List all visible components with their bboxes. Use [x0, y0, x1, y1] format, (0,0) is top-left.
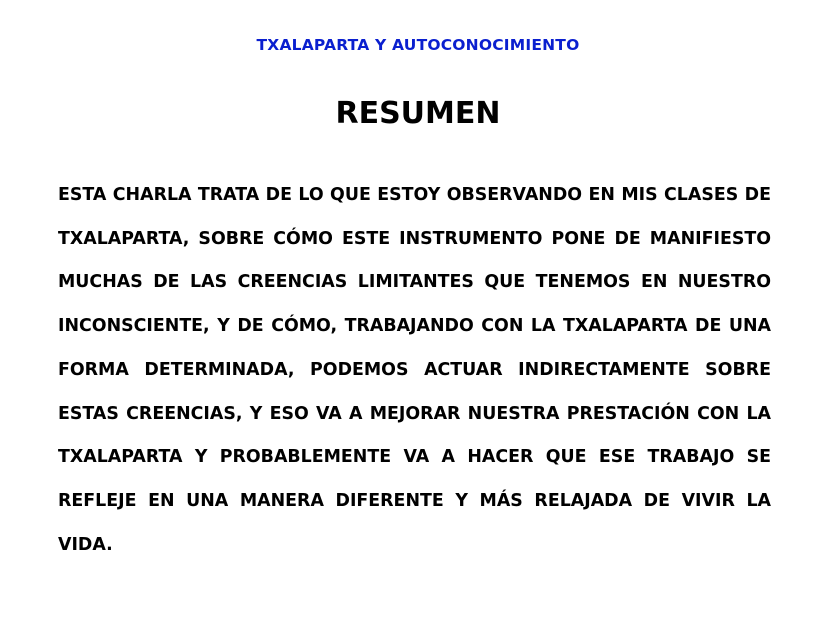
main-title: RESUMEN [335, 96, 501, 131]
abstract-paragraph: ESTA CHARLA TRATA DE LO QUE ESTOY OBSERVANDO EN MIS CLASES DE TXALAPARTA, SOBRE CÓMO ESTE INSTRUMENTO PONE DE MANIFIESTO MUCHAS DE LAS CREENCIAS LIMITANTES QUE TENEMOS EN NUESTRO INCONSCIENTE, Y DE CÓMO, TRABAJANDO CON LA TXALAPARTA DE UNA FORMA DETERMINADA, PODEMOS ACTUAR INDIRECTAMENTE SOBRE ESTAS CREENCIAS, Y ESO VA A MEJORAR NUESTRA PRESTACIÓN CON LA TXALAPARTA Y PROBABLEMENTE VA A HACER QUE ESE TRABAJO SE REFLEJE EN UNA MANERA DIFERENTE Y MÁS RELAJADA DE VIVIR LA VIDA. [58, 185, 771, 555]
header-title: TXALAPARTA Y AUTOCONOCIMIENTO [256, 36, 580, 54]
